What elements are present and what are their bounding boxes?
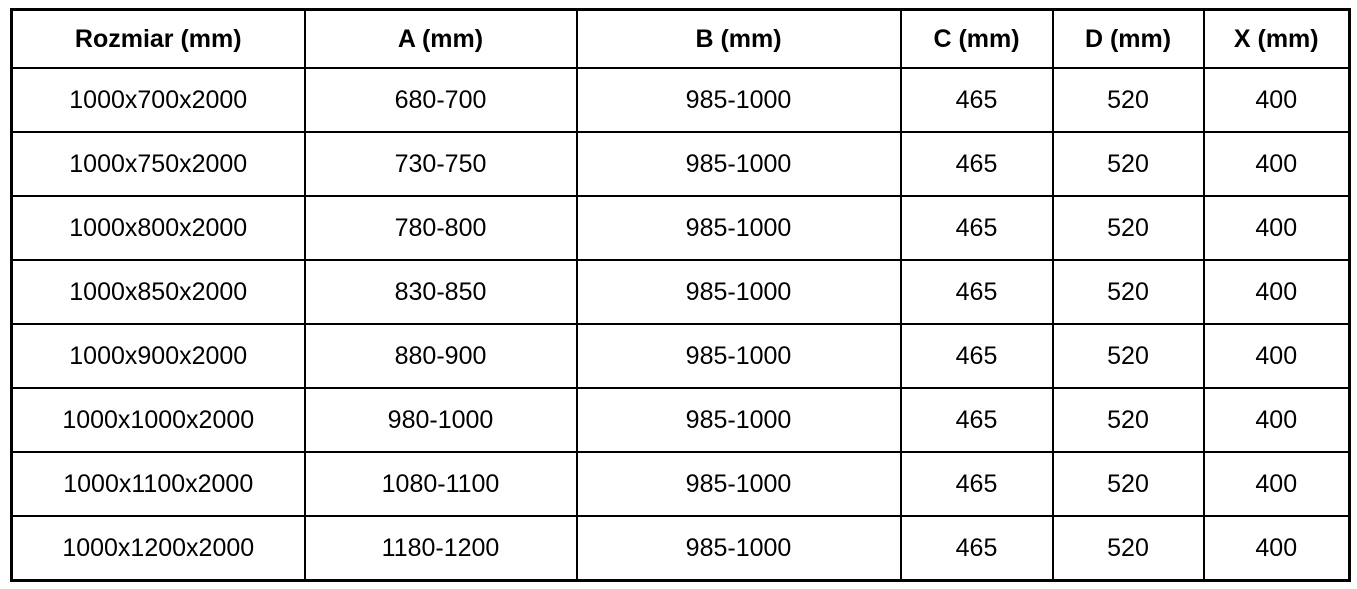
cell-rozmiar: 1000x800x2000 (12, 196, 305, 260)
cell-b: 985-1000 (577, 324, 901, 388)
cell-a: 780-800 (305, 196, 577, 260)
cell-rozmiar: 1000x1100x2000 (12, 452, 305, 516)
table-row (12, 260, 1350, 324)
table-row (12, 452, 1350, 516)
cell-d: 520 (1053, 324, 1204, 388)
cell-b: 985-1000 (577, 196, 901, 260)
cell-c: 465 (901, 452, 1053, 516)
cell-a: 1080-1100 (305, 452, 577, 516)
column-header-a: A (mm) (305, 10, 577, 69)
cell-c: 465 (901, 516, 1053, 581)
table-row (12, 68, 1350, 132)
cell-c: 465 (901, 132, 1053, 196)
table-row (12, 196, 1350, 260)
cell-x: 400 (1204, 516, 1350, 581)
column-header-b: B (mm) (577, 10, 901, 69)
cell-d: 520 (1053, 260, 1204, 324)
table-row (12, 324, 1350, 388)
cell-d: 520 (1053, 132, 1204, 196)
cell-b: 985-1000 (577, 452, 901, 516)
cell-b: 985-1000 (577, 516, 901, 581)
cell-x: 400 (1204, 260, 1350, 324)
cell-x: 400 (1204, 196, 1350, 260)
cell-rozmiar: 1000x850x2000 (12, 260, 305, 324)
cell-d: 520 (1053, 516, 1204, 581)
table-row (12, 388, 1350, 452)
cell-x: 400 (1204, 68, 1350, 132)
cell-a: 1180-1200 (305, 516, 577, 581)
column-header-rozmiar: Rozmiar (mm) (12, 10, 305, 69)
cell-a: 980-1000 (305, 388, 577, 452)
cell-rozmiar: 1000x750x2000 (12, 132, 305, 196)
column-header-c: C (mm) (901, 10, 1053, 69)
cell-d: 520 (1053, 196, 1204, 260)
cell-a: 830-850 (305, 260, 577, 324)
cell-b: 985-1000 (577, 68, 901, 132)
cell-a: 880-900 (305, 324, 577, 388)
cell-rozmiar: 1000x700x2000 (12, 68, 305, 132)
column-header-x: X (mm) (1204, 10, 1350, 69)
cell-rozmiar: 1000x900x2000 (12, 324, 305, 388)
dimension-spec-table-container (10, 8, 1351, 582)
cell-b: 985-1000 (577, 260, 901, 324)
cell-c: 465 (901, 68, 1053, 132)
cell-c: 465 (901, 196, 1053, 260)
cell-rozmiar: 1000x1200x2000 (12, 516, 305, 581)
cell-a: 680-700 (305, 68, 577, 132)
cell-d: 520 (1053, 68, 1204, 132)
dimension-spec-table (10, 8, 1351, 582)
column-header-d: D (mm) (1053, 10, 1204, 69)
cell-c: 465 (901, 324, 1053, 388)
cell-x: 400 (1204, 324, 1350, 388)
header-row (12, 10, 1350, 69)
table-row (12, 516, 1350, 581)
cell-a: 730-750 (305, 132, 577, 196)
cell-b: 985-1000 (577, 388, 901, 452)
cell-c: 465 (901, 388, 1053, 452)
table-row (12, 132, 1350, 196)
cell-x: 400 (1204, 132, 1350, 196)
cell-d: 520 (1053, 388, 1204, 452)
cell-c: 465 (901, 260, 1053, 324)
cell-x: 400 (1204, 452, 1350, 516)
cell-d: 520 (1053, 452, 1204, 516)
cell-x: 400 (1204, 388, 1350, 452)
cell-rozmiar: 1000x1000x2000 (12, 388, 305, 452)
cell-b: 985-1000 (577, 132, 901, 196)
